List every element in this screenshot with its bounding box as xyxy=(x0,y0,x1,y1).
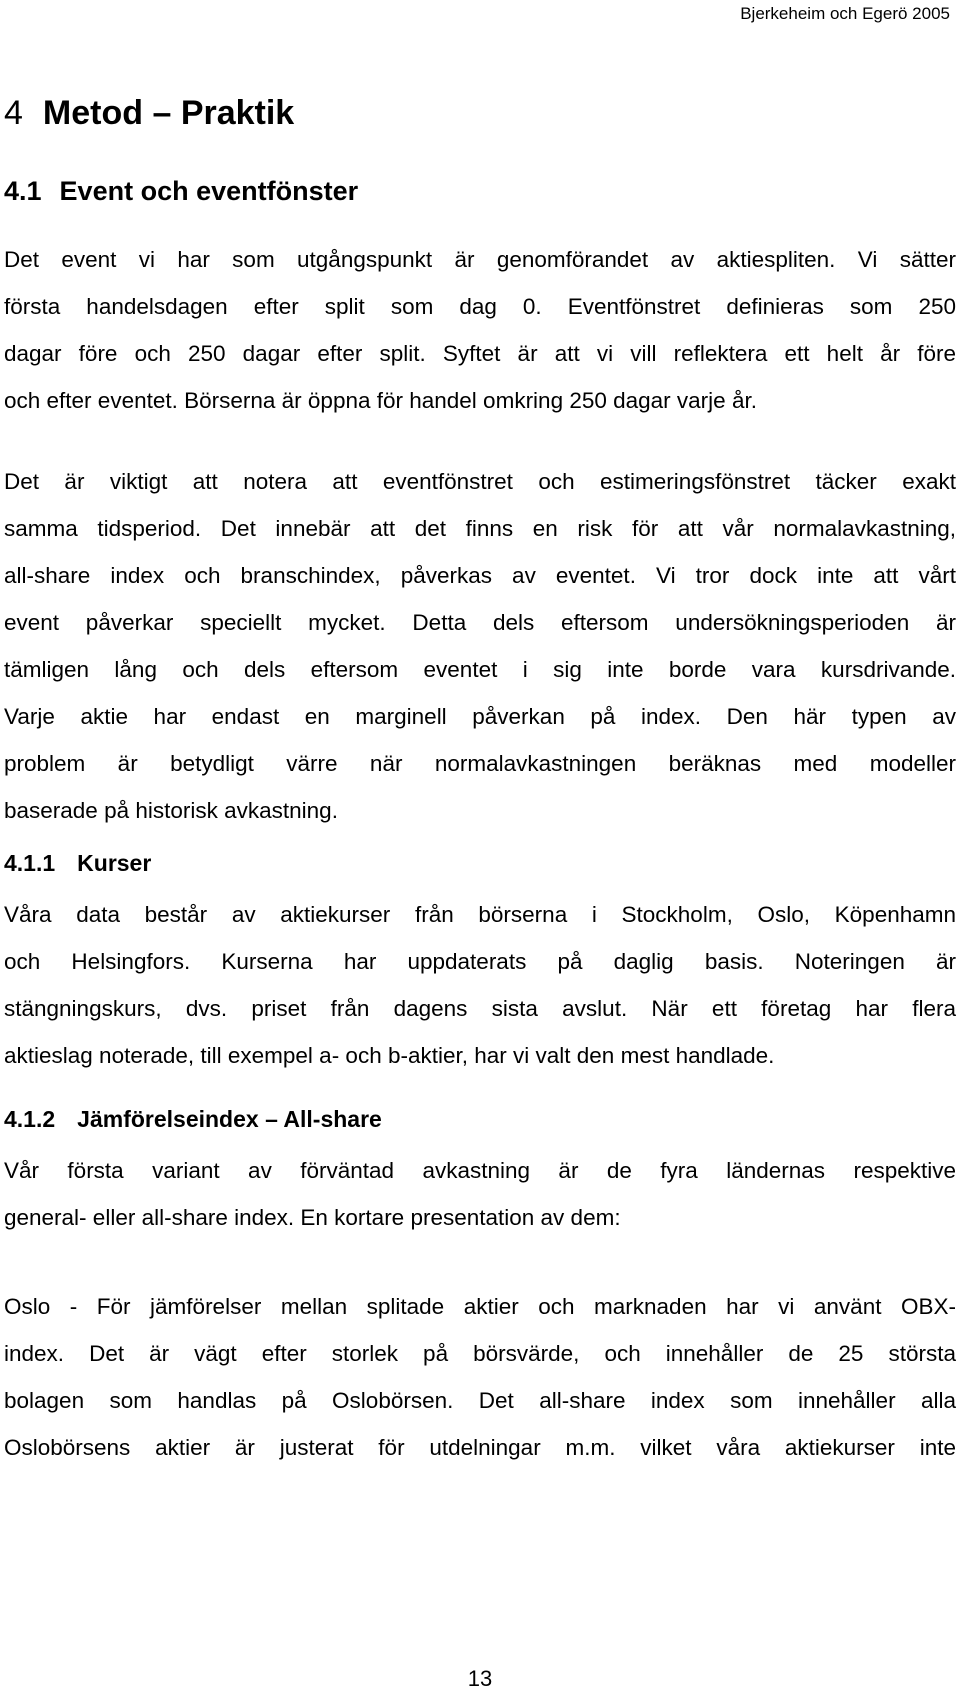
text-line: bolagen som handlas på Oslobörsen. Det all-share index som innehåller alla xyxy=(4,1388,956,1413)
text-line: all-share index och branschindex, påverkas av eventet. Vi tror dock inte att vårt xyxy=(4,563,956,588)
paragraph-event-definition xyxy=(4,236,956,424)
heading-number: 4.1.1 xyxy=(4,850,56,876)
text-line: första handelsdagen efter split som dag 0. Eventfönstret definieras som 250 xyxy=(4,294,956,319)
running-header: Bjerkeheim och Egerö 2005 xyxy=(740,4,950,23)
section-heading xyxy=(4,94,294,133)
paragraph-estimation-window xyxy=(4,458,956,834)
heading-title: Kurser xyxy=(77,850,152,876)
subsection-number: 4.1 xyxy=(4,176,42,206)
text-line: Våra data består av aktiekurser från börserna i Stockholm, Oslo, Köpenhamn xyxy=(4,902,956,927)
text-line: Vår första variant av förväntad avkastning är de fyra ländernas respektive xyxy=(4,1158,956,1183)
page-number: 13 xyxy=(467,1666,493,1691)
text-line: tämligen lång och dels eftersom eventet i sig inte borde vara kursdrivande. xyxy=(4,657,956,682)
paragraph-index-intro xyxy=(4,1147,956,1241)
text-line: dagar före och 250 dagar efter split. Syftet är att vi vill reflektera ett helt år före xyxy=(4,341,956,366)
section-number: 4 xyxy=(4,94,23,132)
paragraph-kurser xyxy=(4,891,956,1079)
text-line: och Helsingfors. Kurserna har uppdaterats på daglig basis. Noteringen är xyxy=(4,949,956,974)
heading-number: 4.1.2 xyxy=(4,1106,56,1132)
text-line: index. Det är vägt efter storlek på börsvärde, och innehåller de 25 största xyxy=(4,1341,956,1366)
section-title: Metod – Praktik xyxy=(42,94,295,132)
subsection-title: Event och eventfönster xyxy=(59,176,359,206)
text-line: Det event vi har som utgångspunkt är genomförandet av aktiespliten. Vi sätter xyxy=(4,247,956,272)
text-line: och efter eventet. Börserna är öppna för handel omkring 250 dagar varje år. xyxy=(4,388,757,413)
text-line: event påverkar speciellt mycket. Detta dels eftersom undersökningsperioden är xyxy=(4,610,956,635)
text-line: Oslo - För jämförelser mellan splitade aktier och marknaden har vi använt OBX- xyxy=(4,1294,956,1319)
text-line: Varje aktie har endast en marginell påverkan på index. Den här typen av xyxy=(4,704,956,729)
heading-jamforelseindex xyxy=(4,1106,382,1133)
text-line: Det är viktigt att notera att eventfönstret och estimeringsfönstret täcker exakt xyxy=(4,469,956,494)
subsection-heading xyxy=(4,176,358,207)
heading-title: Jämförelseindex – All-share xyxy=(77,1106,382,1132)
heading-kurser xyxy=(4,850,151,877)
text-line: general- eller all-share index. En kortare presentation av dem: xyxy=(4,1205,621,1230)
text-line: Oslobörsens aktier är justerat för utdelningar m.m. vilket våra aktiekurser inte xyxy=(4,1435,956,1460)
paragraph-oslo xyxy=(4,1283,956,1471)
text-line: baserade på historisk avkastning. xyxy=(4,798,338,823)
text-line: stängningskurs, dvs. priset från dagens sista avslut. När ett företag har flera xyxy=(4,996,956,1021)
text-line: aktieslag noterade, till exempel a- och b-aktier, har vi valt den mest handlade. xyxy=(4,1043,775,1068)
text-line: problem är betydligt värre när normalavkastningen beräknas med modeller xyxy=(4,751,956,776)
text-line: samma tidsperiod. Det innebär att det finns en risk för att vår normalavkastning, xyxy=(4,516,956,541)
